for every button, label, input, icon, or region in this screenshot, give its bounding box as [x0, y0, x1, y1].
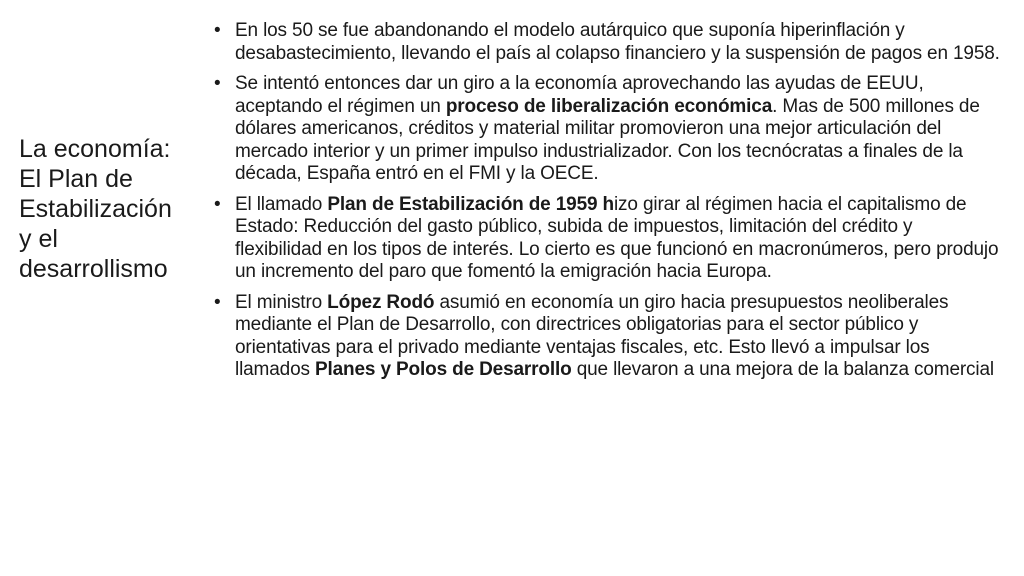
title-line: y el [19, 225, 58, 253]
bullet-text: El llamado [235, 193, 328, 215]
bullet-dot-icon: • [214, 193, 221, 215]
title-line: Estabilización [19, 195, 172, 223]
bullet-text-bold: proceso de liberalización económica [445, 95, 773, 117]
bullet-dot-icon: • [214, 20, 221, 41]
bullet-text-bold: López Rodó [327, 291, 435, 313]
bullet-text-bold: Planes y Polos de Desarrollo [314, 359, 572, 380]
bullet-dot-icon: • [214, 291, 221, 313]
bullet-text: . Mas de 500 millones de dólares americanos, créditos y material militar promovieron una mejor articulación del mercado interior y un primer impulso industrializador. Con los tecnócratas a finales de la década, España entró en el FMI y la OECE. [235, 95, 980, 184]
title-line: El Plan de [19, 165, 133, 193]
bullet-item [214, 194, 1004, 284]
title-line: La economía: [19, 135, 171, 163]
bullet-text: izo girar al régimen hacia el capitalismo de Estado: Reducción del gasto público, subida de impuestos, limitación del crédito y flexibilidad en los tipos de interés. Lo cierto es que funcionó en macronúmeros, pero produjo un incremento del paro que fomentó la emigración hacia Europa. [235, 193, 999, 282]
bullet-item [214, 73, 1004, 186]
bullet-text: En los 50 se fue abandonando el modelo autárquico que suponía hiperinflación y desabastecimiento, llevando el país al colapso financiero y la suspensión de pagos en 1958. [235, 20, 1000, 64]
slide-title [19, 134, 209, 284]
title-line: desarrollismo [19, 255, 168, 283]
bullet-item [214, 20, 1004, 65]
bullet-text: Se intentó entonces dar un giro a la economía aprovechando las ayudas de EEUU, aceptando el régimen un [235, 73, 924, 117]
bullet-text: asumió en economía un giro hacia presupuestos neoliberales mediante el Plan de Desarrollo, con directrices obligatorias para el sector público y orientativas para el privado mediante ventajas fiscales, etc. Esto llevó a impulsar los llamados [235, 291, 949, 380]
bullet-text: que llevaron a una mejora de la balanza comercial [571, 359, 994, 380]
bullet-dot-icon: • [214, 73, 221, 94]
bullet-item [214, 292, 1004, 382]
bullet-list [214, 20, 1004, 390]
bullet-text: El ministro [235, 291, 328, 313]
bullet-text-bold: Plan de Estabilización de 1959 h [327, 193, 614, 215]
